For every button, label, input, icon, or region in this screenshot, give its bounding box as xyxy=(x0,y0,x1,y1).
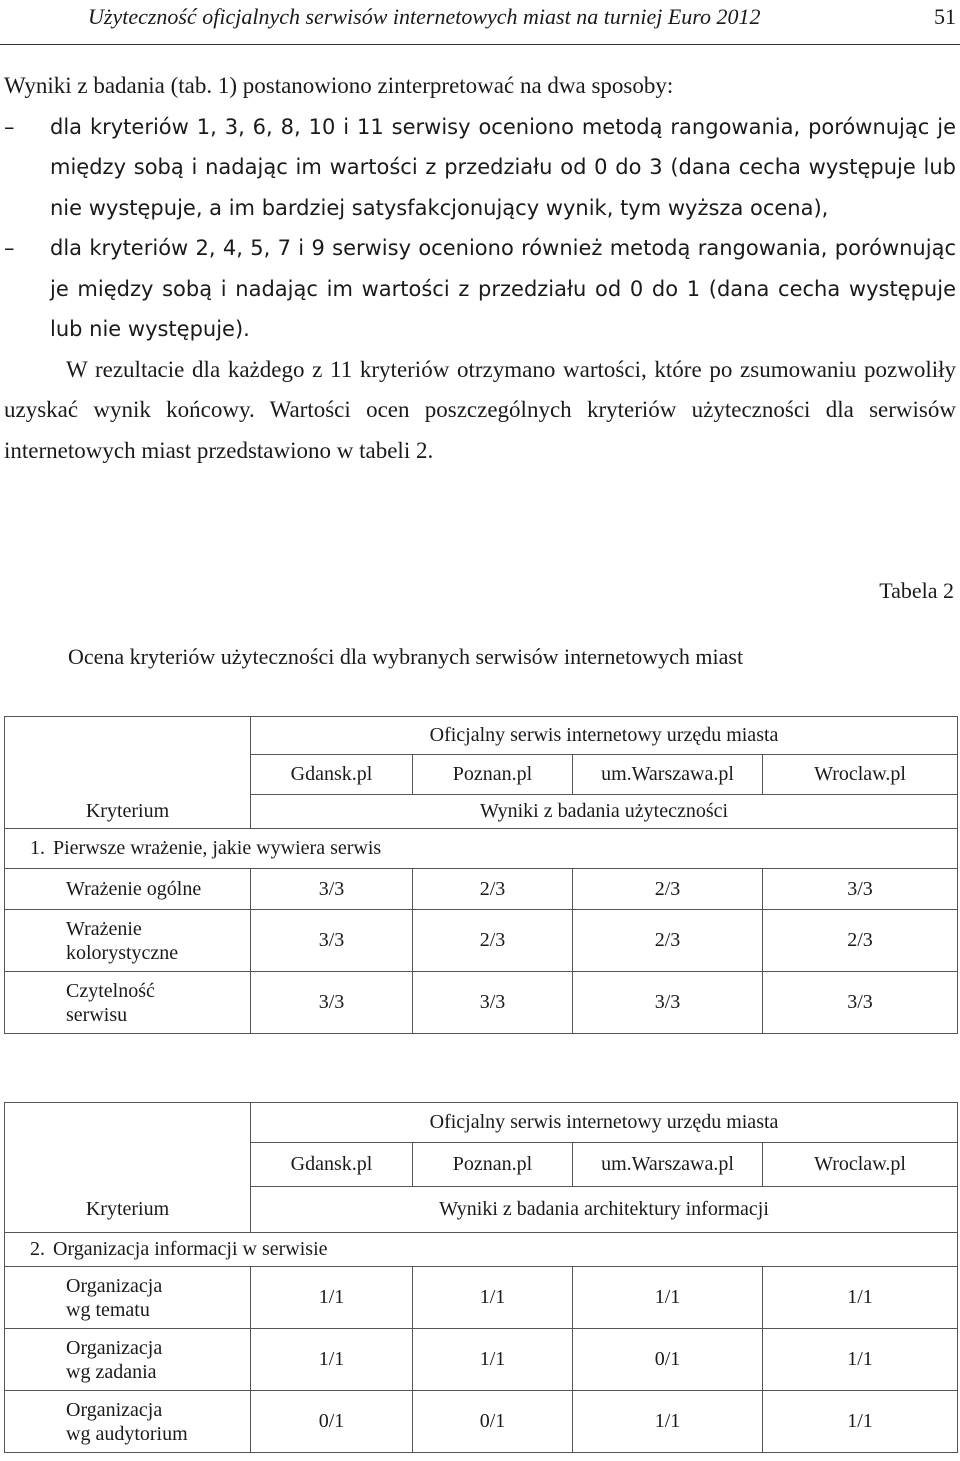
score-cell: 1/1 xyxy=(763,1267,958,1329)
table-row xyxy=(5,972,958,1034)
score-cell: 2/3 xyxy=(573,910,763,972)
dash-bullet: – xyxy=(4,236,15,260)
table-row xyxy=(5,1329,958,1391)
group-header: Oficjalny serwis internetowy urzędu miasta xyxy=(251,1103,958,1143)
score-cell: 3/3 xyxy=(763,869,958,910)
criterion-header: Kryterium xyxy=(5,795,251,829)
column-header: Gdansk.pl xyxy=(251,755,413,795)
score-cell: 3/3 xyxy=(251,910,413,972)
empty-cell xyxy=(5,1143,251,1187)
criterion-name: Czytelność serwisu xyxy=(5,972,251,1034)
list-item xyxy=(4,228,956,350)
list-item xyxy=(4,107,956,229)
criterion-name: Organizacja wg tematu xyxy=(5,1267,251,1329)
table-title: Ocena kryteriów użyteczności dla wybranych serwisów internetowych miast xyxy=(68,644,744,669)
section-number: 2. xyxy=(30,1238,45,1260)
score-cell: 1/1 xyxy=(251,1267,413,1329)
table-row xyxy=(5,869,958,910)
table-row xyxy=(5,910,958,972)
score-cell: 1/1 xyxy=(763,1329,958,1391)
group-header: Oficjalny serwis internetowy urzędu miasta xyxy=(251,717,958,755)
results-header: Wyniki z badania architektury informacji xyxy=(251,1187,958,1233)
score-cell: 3/3 xyxy=(413,972,573,1034)
section-title-cell xyxy=(5,1233,413,1267)
score-cell: 1/1 xyxy=(251,1329,413,1391)
running-title: Użyteczność oficjalnych serwisów internetowych miast na turniej Euro 2012 xyxy=(88,4,761,29)
list-item-text: dla kryteriów 1, 3, 6, 8, 10 i 11 serwisy oceniono metodą rangowania, porównując je między sobą i nadając im wartości z przedziału od 0 do 3 (dana cecha występuje lub nie występuje, a im bardziej satysfakcjonujący wynik, tym wyższa ocena), xyxy=(50,114,956,220)
score-cell: 1/1 xyxy=(573,1391,763,1453)
column-header: um.Warszawa.pl xyxy=(573,1143,763,1187)
criterion-header: Kryterium xyxy=(5,1187,251,1233)
score-cell: 1/1 xyxy=(763,1391,958,1453)
criteria-table-2 xyxy=(4,1102,958,1453)
score-cell: 0/1 xyxy=(573,1329,763,1391)
empty-cell xyxy=(413,1233,958,1267)
list-item-text: dla kryteriów 2, 4, 5, 7 i 9 serwisy oceniono również metodą rangowania, porównując je między sobą i nadając im wartości z przedziału od 0 do 1 (dana cecha występuje lub nie występuje). xyxy=(50,236,956,341)
column-header: Poznan.pl xyxy=(413,1143,573,1187)
criterion-name: Organizacja wg audytorium xyxy=(5,1391,251,1453)
body-text xyxy=(4,66,956,471)
table-row xyxy=(5,1267,958,1329)
score-cell: 3/3 xyxy=(251,869,413,910)
score-cell: 0/1 xyxy=(413,1391,573,1453)
empty-cell xyxy=(5,1103,251,1143)
column-header: Gdansk.pl xyxy=(251,1143,413,1187)
column-header: Wroclaw.pl xyxy=(763,1143,958,1187)
score-cell: 0/1 xyxy=(251,1391,413,1453)
section-title: Organizacja informacji w serwisie xyxy=(53,1238,328,1260)
intro-paragraph: Wyniki z badania (tab. 1) postanowiono zinterpretować na dwa sposoby: xyxy=(4,73,674,98)
score-cell: 1/1 xyxy=(413,1329,573,1391)
criterion-name: Organizacja wg zadania xyxy=(5,1329,251,1391)
criteria-table-1 xyxy=(4,716,958,1034)
score-cell: 3/3 xyxy=(573,972,763,1034)
section-title-cell xyxy=(5,829,413,869)
score-cell: 2/3 xyxy=(413,910,573,972)
score-cell: 3/3 xyxy=(251,972,413,1034)
dash-bullet: – xyxy=(4,114,15,139)
section-title: Pierwsze wrażenie, jakie wywiera serwis xyxy=(53,837,382,859)
empty-cell xyxy=(5,755,251,795)
score-cell: 2/3 xyxy=(413,869,573,910)
column-header: um.Warszawa.pl xyxy=(573,755,763,795)
score-cell: 3/3 xyxy=(763,972,958,1034)
table-label: Tabela 2 xyxy=(879,578,954,603)
score-cell: 2/3 xyxy=(573,869,763,910)
page-number: 51 xyxy=(934,4,956,29)
table-row xyxy=(5,1391,958,1453)
score-cell: 1/1 xyxy=(413,1267,573,1329)
empty-cell xyxy=(413,829,958,869)
result-paragraph: W rezultacie dla każdego z 11 kryteriów otrzymano wartości, które po zsumowaniu pozwoliły uzyskać wynik końcowy. Wartości ocen poszczególnych kryteriów użyteczności dla serwisów internetowych miast przedstawiono w tabeli 2. xyxy=(4,356,956,463)
criterion-name: Wrażenie ogólne xyxy=(5,869,251,910)
score-cell: 2/3 xyxy=(763,910,958,972)
criterion-name: Wrażenie kolorystyczne xyxy=(5,910,251,972)
score-cell: 1/1 xyxy=(573,1267,763,1329)
results-header: Wyniki z badania użyteczności xyxy=(251,795,958,829)
column-header: Wroclaw.pl xyxy=(763,755,958,795)
column-header: Poznan.pl xyxy=(413,755,573,795)
empty-cell xyxy=(5,717,251,755)
running-header xyxy=(0,0,960,45)
section-number: 1. xyxy=(30,837,45,859)
